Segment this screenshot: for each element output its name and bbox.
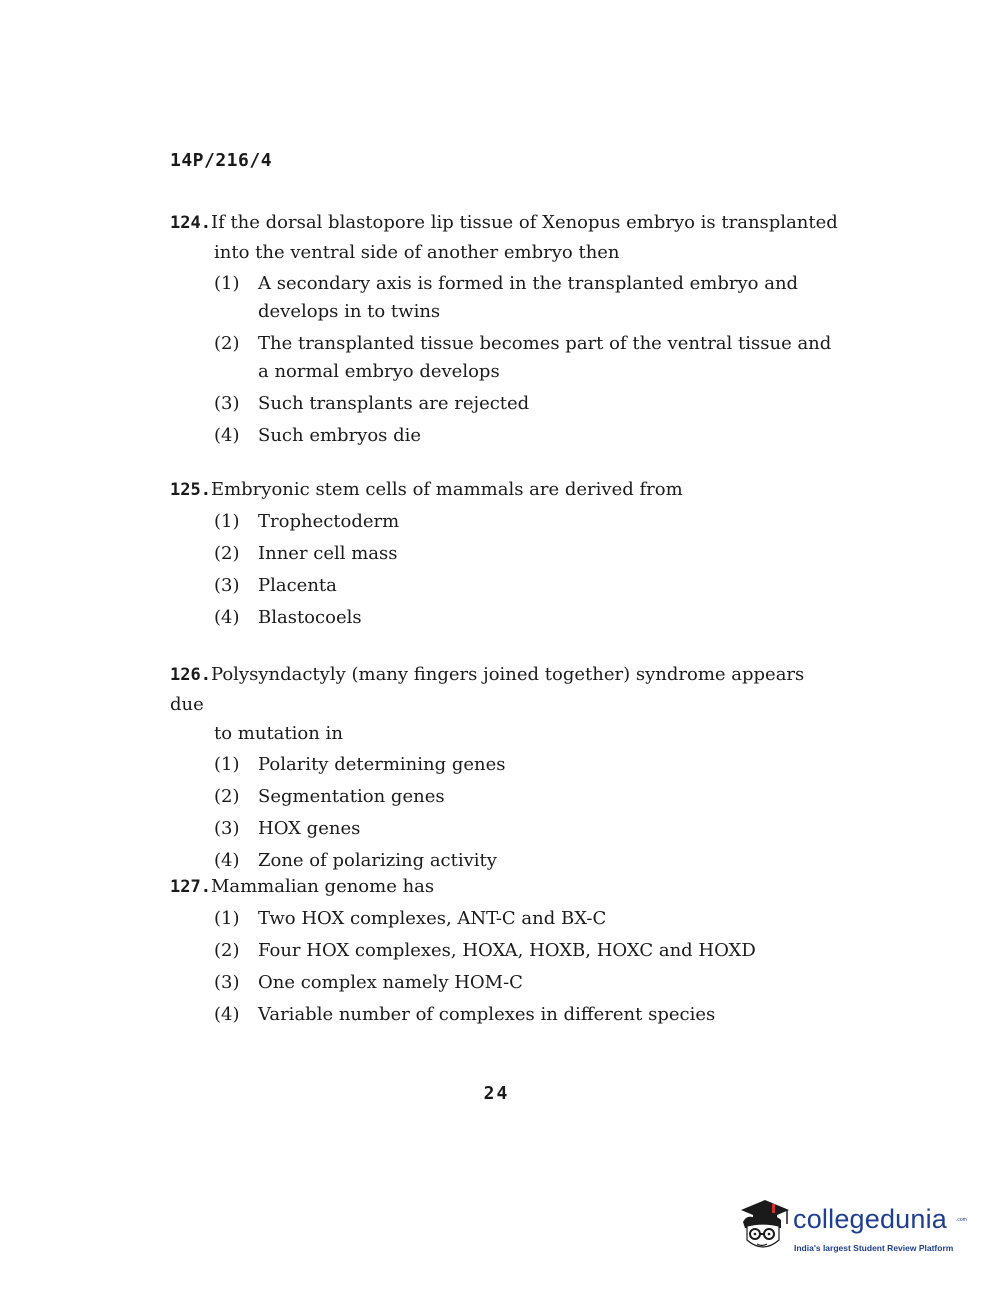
question-number: 124.: [170, 213, 211, 233]
option-4: [170, 1001, 840, 1029]
question-124: [170, 208, 840, 454]
option-text: Segmentation genes: [258, 786, 445, 807]
option-list: [170, 751, 840, 875]
question-127: [170, 872, 840, 1033]
option-number: (2): [214, 333, 240, 354]
question-number: 125.: [170, 480, 211, 500]
page-code: 14P/216/4: [170, 150, 273, 171]
option-1: [170, 270, 840, 326]
option-text: Variable number of complexes in different species: [258, 1004, 716, 1025]
logo-wordmark: collegedunia: [793, 1204, 948, 1234]
option-3: [170, 390, 840, 418]
option-text: The transplanted tissue becomes part of the ventral tissue and a normal embryo develops: [258, 333, 832, 382]
option-number: (1): [214, 754, 240, 775]
option-text: Zone of polarizing activity: [258, 850, 497, 871]
option-4: [170, 422, 840, 450]
option-list: [170, 508, 840, 632]
option-text: Trophectoderm: [258, 511, 400, 532]
question-stem: [170, 208, 840, 238]
option-number: (3): [214, 972, 240, 993]
option-3: [170, 572, 840, 600]
option-number: (1): [214, 273, 240, 294]
option-number: (3): [214, 818, 240, 839]
option-2: [170, 783, 840, 811]
option-list: [170, 905, 840, 1029]
student-mascot-icon: [735, 1196, 793, 1258]
option-text: HOX genes: [258, 818, 361, 839]
option-number: (1): [214, 511, 240, 532]
question-text-continued: to mutation in: [214, 723, 343, 744]
question-126: [170, 660, 840, 879]
option-number: (4): [214, 607, 240, 628]
option-3: [170, 815, 840, 843]
question-number: 127.: [170, 877, 211, 897]
option-3: [170, 969, 840, 997]
option-text: Placenta: [258, 575, 337, 596]
option-text: Polarity determining genes: [258, 754, 506, 775]
option-number: (3): [214, 393, 240, 414]
option-number: (2): [214, 940, 240, 961]
option-2: [170, 540, 840, 568]
option-number: (2): [214, 543, 240, 564]
page-number: 24: [483, 1083, 510, 1104]
question-text-continued: into the ventral side of another embryo then: [214, 242, 620, 263]
option-number: (4): [214, 1004, 240, 1025]
question-text: If the dorsal blastopore lip tissue of Xenopus embryo is transplanted: [210, 212, 838, 233]
question-stem: [170, 660, 840, 719]
collegedunia-logo: [735, 1196, 965, 1266]
option-text: One complex namely HOM-C: [258, 972, 523, 993]
option-text: Inner cell mass: [258, 543, 398, 564]
question-text: Mammalian genome has: [210, 876, 435, 897]
option-text: Such embryos die: [258, 425, 422, 446]
option-1: [170, 508, 840, 536]
option-list: [170, 270, 840, 450]
question-text: Polysyndactyly (many fingers joined together) syndrome appears due: [170, 664, 805, 715]
option-number: (2): [214, 786, 240, 807]
option-number: (1): [214, 908, 240, 929]
question-text: Embryonic stem cells of mammals are derived from: [210, 479, 683, 500]
option-1: [170, 905, 840, 933]
option-text: Such transplants are rejected: [258, 393, 530, 414]
question-number: 126.: [170, 665, 211, 685]
question-stem: [170, 475, 840, 505]
question-stem: [170, 872, 840, 902]
option-4: [170, 604, 840, 632]
option-text: A secondary axis is formed in the transplanted embryo and develops in to twins: [258, 273, 799, 322]
logo-suffix: .com: [956, 1217, 967, 1223]
option-text: Two HOX complexes, ANT-C and BX-C: [258, 908, 607, 929]
question-125: [170, 475, 840, 636]
option-text: Four HOX complexes, HOXA, HOXB, HOXC and HOXD: [258, 940, 756, 961]
option-2: [170, 330, 840, 386]
option-4: [170, 847, 840, 875]
logo-tagline: India's largest Student Review Platform: [794, 1243, 954, 1253]
option-1: [170, 751, 840, 779]
option-number: (3): [214, 575, 240, 596]
option-text: Blastocoels: [258, 607, 362, 628]
option-2: [170, 937, 840, 965]
option-number: (4): [214, 850, 240, 871]
option-number: (4): [214, 425, 240, 446]
